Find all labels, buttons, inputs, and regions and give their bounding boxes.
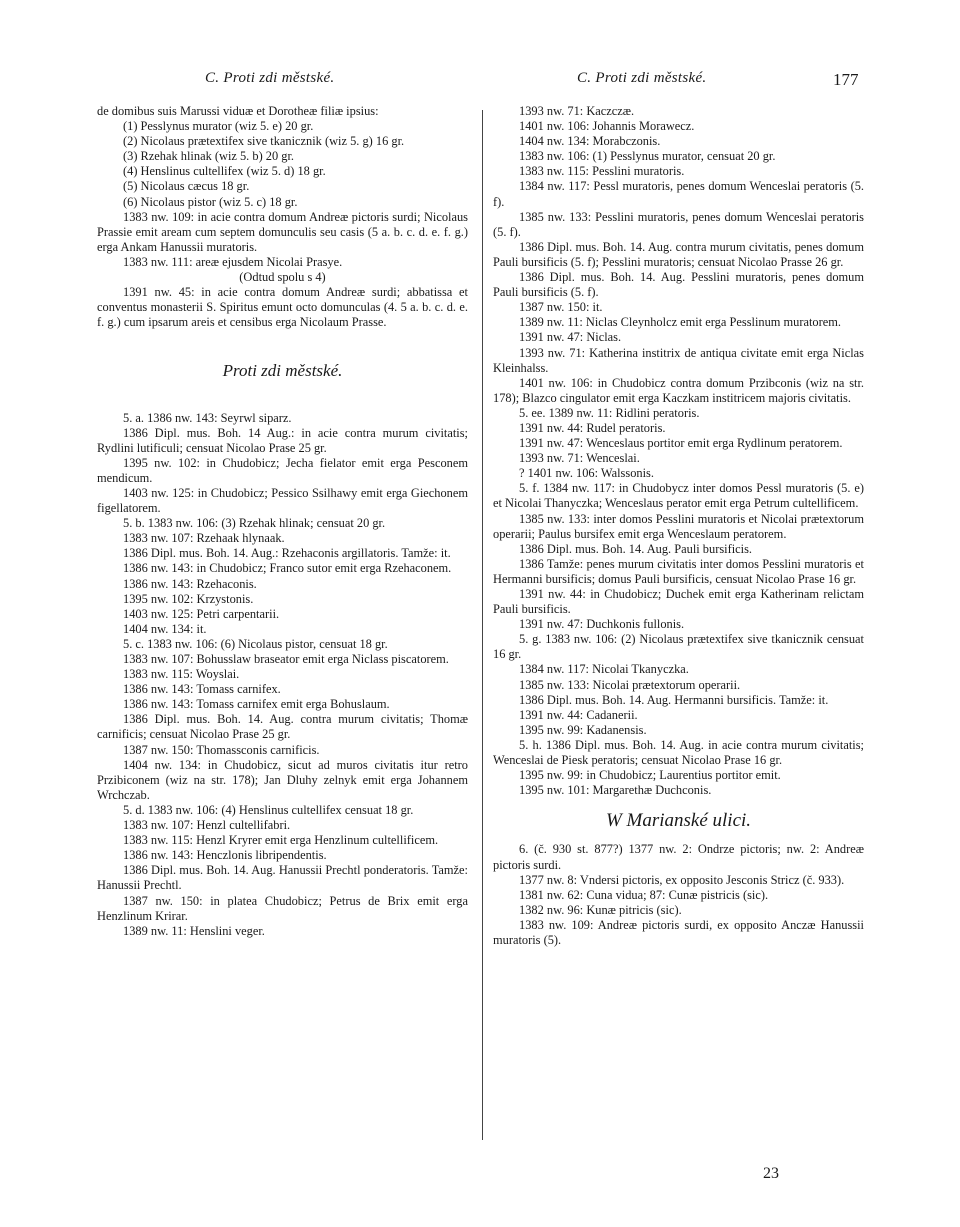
entry-paragraph: 1386 nw. 143: Henczlonis libripendentis. xyxy=(123,848,327,863)
entry-paragraph: 1384 nw. 117: Pessl muratoris, penes domum Wenceslai peratoris (5. f). xyxy=(493,179,864,209)
entry-paragraph: 1393 nw. 71: Katherina institrix de antiqua civitate emit erga Niclas Kleinhalss. xyxy=(493,345,864,375)
entry-paragraph: 1391 nw. 45: in acie contra domum Andreæ surdi; abbatissa et conventus monasterii S. Spiritus emunt octo domunculas (4. 5 a. b. c. d. e. f. g.) cum ipsarum areis et censibus erga Nicolaum Prasse. xyxy=(97,285,468,330)
entry-paragraph: 1383 nw. 109: Andreæ pictoris surdi, ex opposito Anczæ Hanussii muratoris (5). xyxy=(493,917,864,947)
entry-paragraph: 1386 nw. 143: Tomass carnifex. xyxy=(123,682,281,697)
entry-paragraph: 1391 nw. 47: Duchkonis fullonis. xyxy=(519,617,685,632)
entry-paragraph: 1383 nw. 115: Pesslini muratoris. xyxy=(519,164,685,179)
entry-paragraph: 1404 nw. 134: in Chudobicz, sicut ad muros civitatis itur retro Przibiconem (wiz na str. 178); Jan Dluhy zelnyk emit erga Johannem Wrchczab. xyxy=(97,757,468,802)
entry-paragraph: 1386 Dipl. mus. Boh. 14. Aug. Pauli bursificis. xyxy=(519,541,753,556)
entry-paragraph: 5. ee. 1389 nw. 11: Ridlini peratoris. xyxy=(519,405,700,420)
entry-paragraph: 5. b. 1383 nw. 106: (3) Rzehak hlinak; censuat 20 gr. xyxy=(123,516,386,531)
entry-paragraph: 1387 nw. 150: Thomassconis carnificis. xyxy=(123,742,320,757)
entry-paragraph: (3) Rzehak hlinak (wiz 5. b) 20 gr. xyxy=(123,149,295,164)
right-column xyxy=(493,104,864,948)
entry-paragraph: 5. c. 1383 nw. 106: (6) Nicolaus pistor, censuat 18 gr. xyxy=(123,636,388,651)
entry-paragraph: 1386 nw. 143: in Chudobicz; Franco sutor emit erga Rzehaconem. xyxy=(123,561,452,576)
entry-paragraph: 1393 nw. 71: Wenceslai. xyxy=(519,451,640,466)
entry-paragraph: ? 1401 nw. 106: Walssonis. xyxy=(519,466,654,481)
entry-paragraph: 1382 nw. 96: Kunæ pitricis (sic). xyxy=(519,902,682,917)
right-entries-top xyxy=(493,104,864,798)
entry-paragraph: 1383 nw. 115: Henzl Kryrer emit erga Henzlinum cultellificem. xyxy=(123,833,439,848)
entry-paragraph: 1383 nw. 109: in acie contra domum Andreæ pictoris surdi; Nicolaus Prassie emit aream cum septem domunculis seu casis (5 a. b. c. d. e. f. g.) erga Ankam Hanussii muratoris. xyxy=(97,209,468,254)
entry-paragraph: 1384 nw. 117: Nicolai Tkanyczka. xyxy=(519,662,689,677)
entry-paragraph: 1386 Dipl. mus. Boh. 14. Aug. Hermanni bursificis. Tamže: it. xyxy=(519,692,829,707)
entry-paragraph: 1389 nw. 11: Niclas Cleynholcz emit erga Pesslinum muratorem. xyxy=(519,315,841,330)
left-entries-top xyxy=(97,104,468,330)
entry-paragraph: 1383 nw. 107: Henzl cultellifabri. xyxy=(123,818,291,833)
entry-paragraph: 1383 nw. 107: Rzehaak hlynaak. xyxy=(123,531,285,546)
entry-paragraph: 1395 nw. 101: Margarethæ Duchconis. xyxy=(519,783,712,798)
entry-paragraph: 1385 nw. 133: Pesslini muratoris, penes domum Wenceslai peratoris (5. f). xyxy=(493,209,864,239)
entry-paragraph: 5. g. 1383 nw. 106: (2) Nicolaus prætextifex sive tkanicznik censuat 16 gr. xyxy=(493,632,864,662)
entry-paragraph: 1386 Dipl. mus. Boh. 14 Aug.: in acie contra murum civitatis; Rydlini lutificuli; censuat Nicolao Prase 25 gr. xyxy=(97,425,468,455)
page-number: 177 xyxy=(833,70,859,89)
entry-paragraph: 1391 nw. 47: Wenceslaus portitor emit erga Rydlinum peratorem. xyxy=(519,436,843,451)
entry-paragraph: 1391 nw. 47: Niclas. xyxy=(519,330,622,345)
entry-paragraph: 1401 nw. 106: in Chudobicz contra domum Przibconis (wiz na str. 178); Blazco cingulator emit erga Kaczkam institricem majoris civitatis. xyxy=(493,375,864,405)
entry-paragraph: 1391 nw. 44: Rudel peratoris. xyxy=(519,420,666,435)
entry-paragraph: (Odtud spolu s 4) xyxy=(239,270,326,285)
entry-paragraph: 1381 nw. 62: Cuna vidua; 87: Cunæ pistricis (sic). xyxy=(519,887,769,902)
section-heading-left: Proti zdi městské. xyxy=(222,361,343,381)
entry-paragraph: 1401 nw. 106: Johannis Morawecz. xyxy=(519,119,695,134)
entry-paragraph: 1386 Dipl. mus. Boh. 14. Aug. contra murum civitatis; Thomæ carnificis; censuat Nicolao Prase 25 gr. xyxy=(97,712,468,742)
running-header-right: C. Proti zdi městské. xyxy=(577,70,707,86)
entry-paragraph: (4) Henslinus cultellifex (wiz 5. d) 18 gr. xyxy=(123,164,326,179)
entry-paragraph: 1386 Dipl. mus. Boh. 14. Aug. Hanussii Prechtl ponderatoris. Tamže: Hanussii Prechtl. xyxy=(97,863,468,893)
entry-paragraph: 1403 nw. 125: in Chudobicz; Pessico Ssilhawy emit erga Giechonem figellatorem. xyxy=(97,485,468,516)
entry-paragraph: 1395 nw. 102: Krzystonis. xyxy=(123,591,254,606)
entry-paragraph: 1383 nw. 111: areæ ejusdem Nicolai Prasye. xyxy=(123,254,343,269)
running-header-left: C. Proti zdi městské. xyxy=(205,70,335,86)
entry-paragraph: 1386 nw. 143: Rzehaconis. xyxy=(123,576,257,591)
entry-paragraph: 1385 nw. 133: Nicolai prætextorum operarii. xyxy=(519,677,741,692)
entry-paragraph: 5. f. 1384 nw. 117: in Chudobycz inter domos Pessl muratoris (5. e) et Nicolai Thanyczka; Wenceslaus perator emit erga Petrum cultellificem. xyxy=(493,481,864,511)
entry-paragraph: 1387 nw. 150: it. xyxy=(519,300,603,315)
entry-paragraph: 1391 nw. 44: Cadanerii. xyxy=(519,707,638,722)
entry-paragraph: 1395 nw. 102: in Chudobicz; Jecha fielator emit erga Pesconem mendicum. xyxy=(97,455,468,485)
entry-paragraph: 1393 nw. 71: Kaczczæ. xyxy=(519,104,635,118)
entry-paragraph: 1395 nw. 99: in Chudobicz; Laurentius portitor emit. xyxy=(519,768,781,783)
entry-paragraph: 1391 nw. 44: in Chudobicz; Duchek emit erga Katherinam relictam Pauli bursificis. xyxy=(493,587,864,617)
right-entries-bottom xyxy=(493,842,864,948)
column-divider xyxy=(482,110,483,1140)
entry-paragraph: 1386 Dipl. mus. Boh. 14. Aug. contra murum civitatis, penes domum Pauli bursificis (5. f); Pesslini muratoris; censuat Nicolao Prasse 26 gr. xyxy=(493,239,864,269)
signature-mark: 23 xyxy=(763,1165,779,1182)
entry-paragraph: 1404 nw. 134: it. xyxy=(123,621,207,636)
entry-paragraph: 5. a. 1386 nw. 143: Seyrwl siparz. xyxy=(123,410,292,425)
entry-paragraph: 1387 nw. 150: in platea Chudobicz; Petrus de Brix emit erga Henzlinum Krirar. xyxy=(97,893,468,923)
entry-paragraph: 1383 nw. 107: Bohusslaw braseator emit erga Niclass piscatorem. xyxy=(123,652,449,666)
entry-paragraph: de domibus suis Marussi viduæ et Dorotheæ filiæ ipsius: xyxy=(97,104,379,118)
entry-paragraph: 1386 nw. 143: Tomass carnifex emit erga Bohuslaum. xyxy=(123,697,390,712)
entry-paragraph: 1403 nw. 125: Petri carpentarii. xyxy=(123,606,280,621)
entry-paragraph: 1383 nw. 115: Woyslai. xyxy=(123,667,240,682)
entry-paragraph: (6) Nicolaus pistor (wiz 5. c) 18 gr. xyxy=(123,194,298,209)
entry-paragraph: (5) Nicolaus cæcus 18 gr. xyxy=(123,179,250,194)
entry-paragraph: 5. d. 1383 nw. 106: (4) Henslinus cultellifex censuat 18 gr. xyxy=(123,802,414,817)
entry-paragraph: 1404 nw. 134: Morabczonis. xyxy=(519,134,661,149)
entry-paragraph: 6. (č. 930 st. 877?) 1377 nw. 2: Ondrze pictoris; nw. 2: Andreæ pictoris surdi. xyxy=(493,842,864,872)
entry-paragraph: 1386 Dipl. mus. Boh. 14. Aug. Pesslini muratoris, penes domum Pauli bursificis (5. f). xyxy=(493,270,864,300)
entry-paragraph: 1383 nw. 106: (1) Pesslynus murator, censuat 20 gr. xyxy=(519,149,776,164)
entry-paragraph: (2) Nicolaus prætextifex sive tkanicznik (wiz 5. g) 16 gr. xyxy=(123,134,405,149)
left-entries-bottom xyxy=(97,411,468,939)
entry-paragraph: 5. h. 1386 Dipl. mus. Boh. 14. Aug. in acie contra murum civitatis; Wenceslai de Piesk peratoris; censuat Nicolao Prase 16 gr. xyxy=(493,737,864,768)
entry-paragraph: (1) Pesslynus murator (wiz 5. e) 20 gr. xyxy=(123,119,314,134)
entry-paragraph: 1386 Dipl. mus. Boh. 14. Aug.: Rzehaconis argillatoris. Tamže: it. xyxy=(123,546,451,561)
entry-paragraph: 1377 nw. 8: Vndersi pictoris, ex opposito Jesconis Stricz (č. 933). xyxy=(519,872,845,887)
left-column xyxy=(97,104,468,939)
entry-paragraph: 1385 nw. 133: inter domos Pesslini muratoris et Nicolai prætextorum operarii; Paulus bursifex emit erga Wenceslaum peratorem. xyxy=(493,511,864,541)
entry-paragraph: 1395 nw. 99: Kadanensis. xyxy=(519,722,647,737)
entry-paragraph: 1386 Tamže: penes murum civitatis inter domos Pesslini muratoris et Hermanni bursificis; domus Pauli bursificis, censuat Nicolao Prase 16 gr. xyxy=(493,556,864,586)
entry-paragraph: 1389 nw. 11: Henslini veger. xyxy=(123,923,265,938)
section-heading-right: W Marianské ulici. xyxy=(605,810,752,832)
